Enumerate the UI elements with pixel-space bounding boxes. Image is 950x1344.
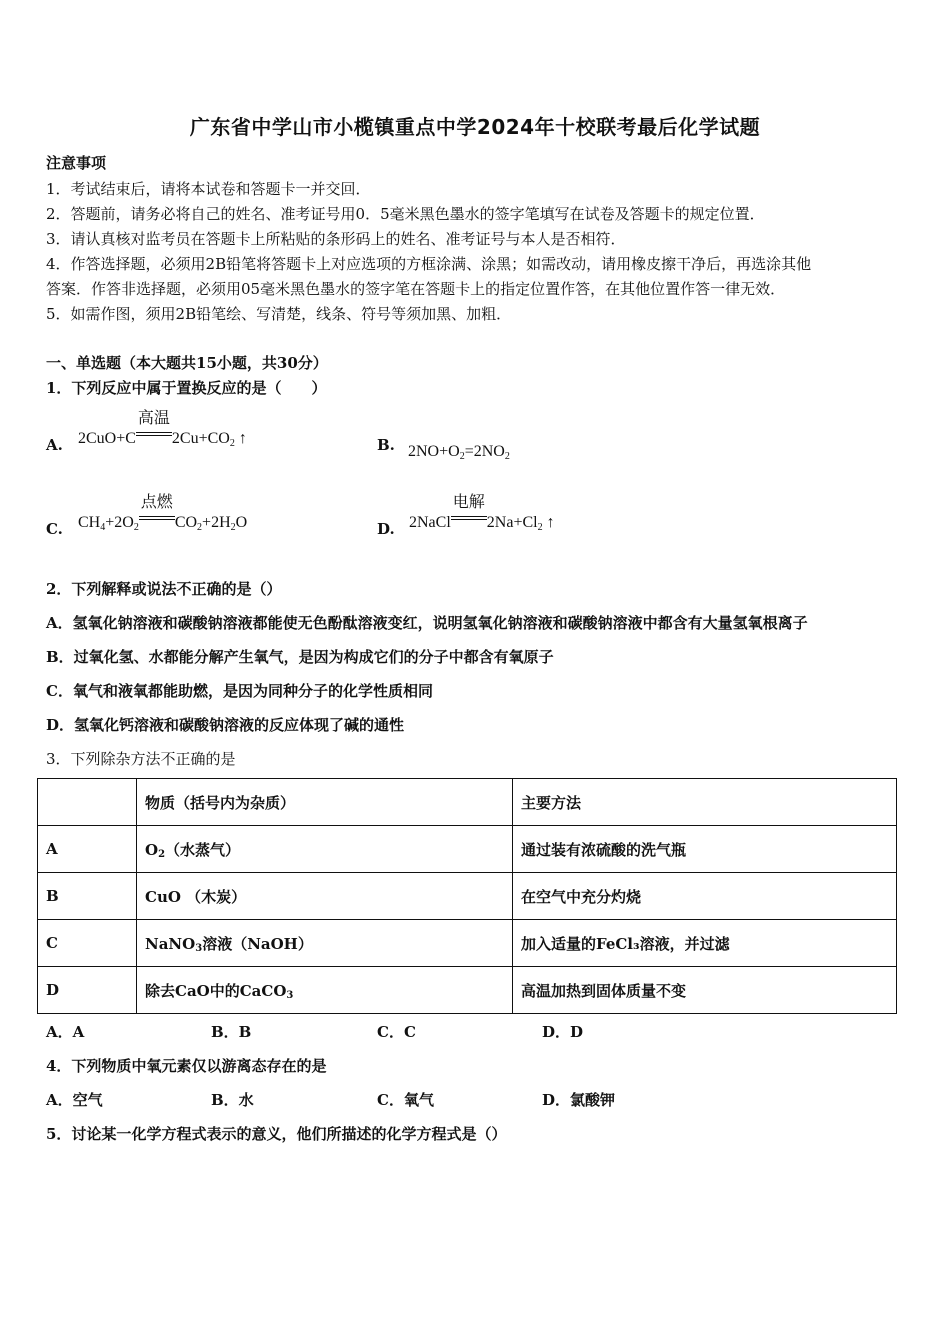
page-title: 广东省中学山市小榄镇重点中学2024年十校联考最后化学试题	[189, 115, 761, 139]
table-row	[38, 920, 897, 967]
question-5-stem: 5．讨论某一化学方程式表示的意义，他们所描述的化学方程式是（）	[46, 1125, 507, 1143]
q4-choice: B．水	[211, 1091, 254, 1109]
row-label: C	[38, 920, 137, 967]
condition-text: 电解	[452, 494, 485, 511]
condition-text: 点燃	[140, 494, 173, 511]
row-label: B	[38, 873, 137, 920]
q1-option-b-equation: $2NO+O_2=2NO_2$	[408, 443, 510, 462]
notice-item: 5．如需作图，须用2B铅笔绘、写清楚，线条、符号等须加黑、加粗．	[46, 305, 512, 323]
notice-item: 4．作答选择题，必须用2B铅笔将答题卡上对应选项的方框涂满、涂黑；如需改动，请用橡皮擦干净后，再选涂其他	[46, 255, 812, 273]
q1-option-b-label: B.	[377, 436, 395, 454]
table-header-row	[38, 779, 897, 826]
notice-item: 1．考试结束后，请将本试卷和答题卡一并交回．	[46, 180, 371, 198]
row-method: 高温加热到固体质量不变	[513, 967, 897, 1014]
q1-option-d-equation: 2NaCl 电解 $2Na+Cl_2$ ↑	[409, 511, 555, 533]
row-label: A	[38, 826, 137, 873]
q3-choice: D．D	[542, 1023, 584, 1041]
row-method: 加入适量的FeCl₃溶液，并过滤	[513, 920, 897, 967]
row-method: 在空气中充分灼烧	[513, 873, 897, 920]
row-label: D	[38, 967, 137, 1014]
condition-text: 高温	[137, 410, 170, 427]
notice-item: 答案．作答非选择题，必须用05毫米黑色墨水的签字笔在答题卡上的指定位置作答，在其他位置作答一律无效．	[46, 280, 786, 298]
q1-option-d-label: D.	[377, 520, 395, 538]
section-heading: 一、单选题（本大题共15小题，共30分）	[46, 354, 328, 372]
reaction-condition	[139, 494, 175, 527]
table-header-cell: 物质（括号内为杂质）	[137, 779, 513, 826]
q2-option: D．氢氧化钙溶液和碳酸钠溶液的反应体现了碱的通性	[46, 716, 405, 734]
notice-item: 2．答题前，请务必将自己的姓名、准考证号用0．5毫米黑色墨水的签字笔填写在试卷及答题卡的规定位置．	[46, 205, 765, 223]
q1-option-c-label: C.	[46, 520, 63, 538]
question-3-stem: 3．下列除杂方法不正确的是	[46, 750, 236, 768]
q1-option-c-equation: $CH_4+2O_2$ 点燃 $CO_2+2H_2O$	[78, 511, 247, 533]
q4-choice: A．空气	[46, 1091, 103, 1109]
row-substance: O2（水蒸气）	[137, 826, 513, 873]
row-substance: 除去CaO中的CaCO3	[137, 967, 513, 1014]
q3-choice: B．B	[211, 1023, 252, 1041]
q4-choice: D．氯酸钾	[542, 1091, 616, 1109]
q2-option: C．氧气和液氧都能助燃，是因为同种分子的化学性质相同	[46, 682, 433, 700]
notice-heading: 注意事项	[46, 154, 107, 172]
q3-choice: A．A	[46, 1023, 85, 1041]
q2-option: A．氢氧化钠溶液和碳酸钠溶液都能使无色酚酞溶液变红，说明氢氧化钠溶液和碳酸钠溶液中都含有大量氢氧根离子	[46, 614, 808, 632]
q2-option: B．过氧化氢、水都能分解产生氧气，是因为构成它们的分子中都含有氧原子	[46, 648, 554, 666]
question-4-stem: 4．下列物质中氧元素仅以游离态存在的是	[46, 1057, 327, 1075]
notice-item: 3．请认真核对监考员在答题卡上所粘贴的条形码上的姓名、准考证号与本人是否相符．	[46, 230, 626, 248]
impurity-removal-table	[37, 778, 897, 1014]
question-1-stem: 1．下列反应中属于置换反应的是（ ）	[46, 379, 327, 397]
q4-choice: C．氧气	[377, 1091, 434, 1109]
q1-option-a-equation: 2CuO+C 高温 $2Cu+CO_2$ ↑	[78, 427, 247, 449]
q1-option-a-label: A.	[46, 436, 63, 454]
table-row	[38, 873, 897, 920]
table-header-cell: 主要方法	[513, 779, 897, 826]
question-2-stem: 2．下列解释或说法不正确的是（）	[46, 580, 282, 598]
table-row	[38, 826, 897, 873]
row-method: 通过装有浓硫酸的洗气瓶	[513, 826, 897, 873]
reaction-condition	[451, 494, 487, 527]
q3-choice: C．C	[377, 1023, 416, 1041]
table-header-cell	[38, 779, 137, 826]
row-substance: CuO （木炭）	[137, 873, 513, 920]
table-row	[38, 967, 897, 1014]
row-substance: NaNO3溶液（NaOH）	[137, 920, 513, 967]
reaction-condition	[136, 410, 172, 443]
